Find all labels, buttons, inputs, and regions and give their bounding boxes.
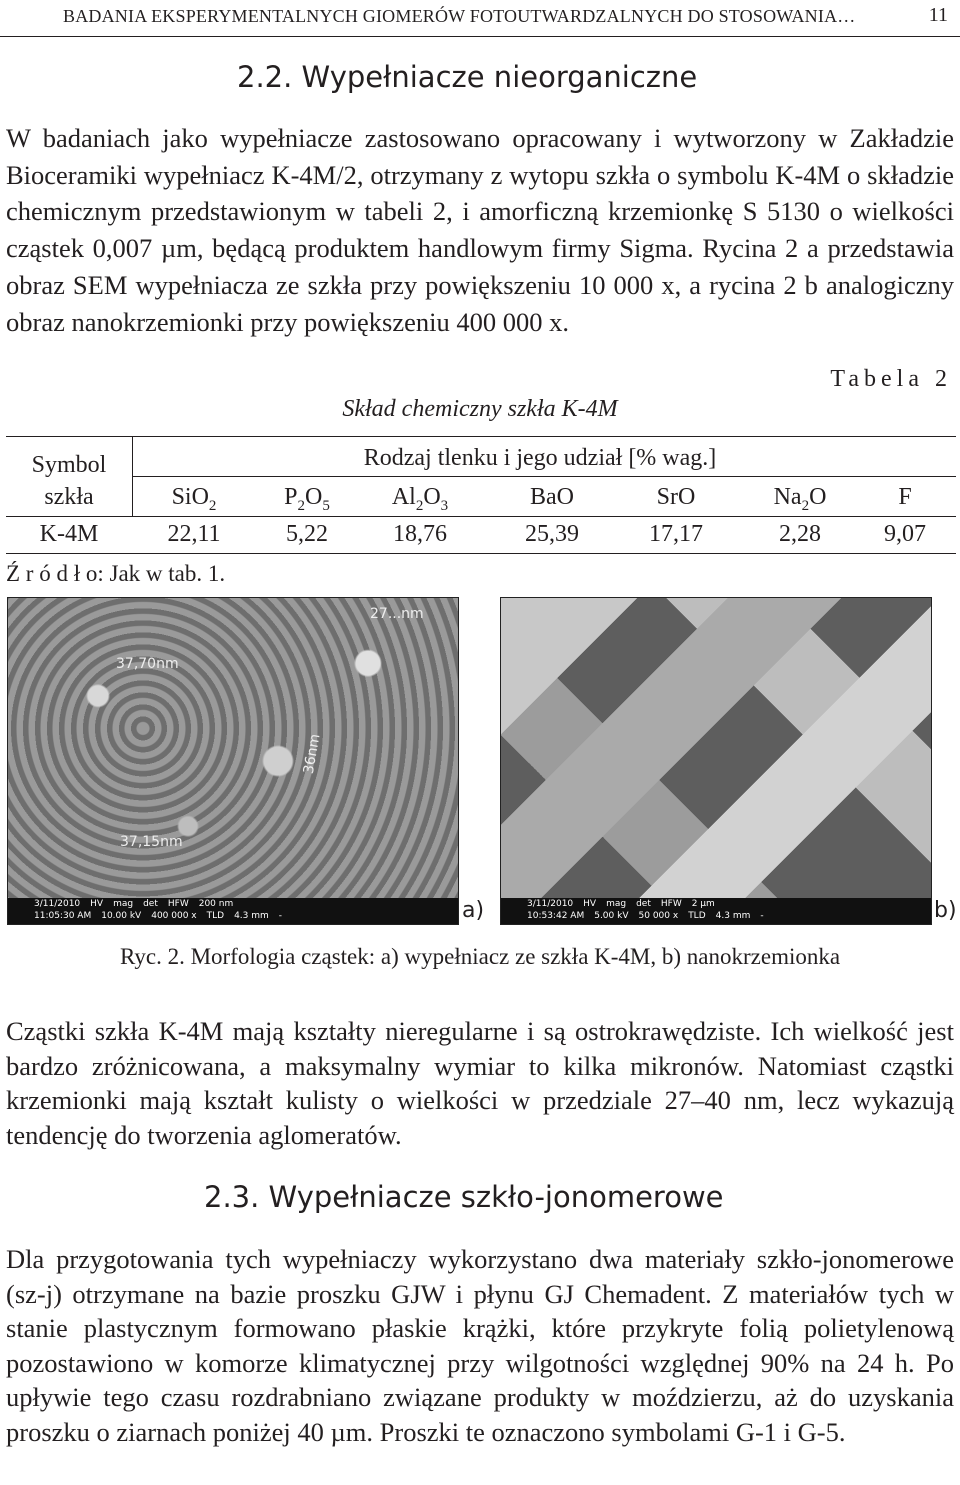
sem-a-bar-label: det — [143, 899, 158, 909]
table-cell: 25,39 — [525, 521, 579, 547]
section-heading-2-3: 2.3. Wypełniacze szkło-jonomerowe — [204, 1180, 724, 1214]
sem-b-bar-label: HFW — [660, 899, 682, 909]
section-heading-2-2: 2.2. Wypełniacze nieorganiczne — [237, 60, 698, 94]
sem-b-bar-label: 2 µm — [691, 899, 715, 909]
table-header-symbol: Symbol — [31, 452, 107, 478]
table-column-header: $Al_2O_3$ — [391, 484, 449, 514]
table-cell: 5,22 — [286, 521, 328, 547]
table-cell: 9,07 — [884, 521, 926, 547]
sem-a-bar-value: - — [278, 911, 283, 921]
morphology-paragraph: Cząstki szkła K-4M mają kształty nieregularne i są ostrokrawędziste. Ich wielkość jest bardzo zróżnicowana, a maksymalny wymiar to kilka mikronów. Natomiast cząstki krzemionki mają kształt kulisty o wielkości w przedziale 27–40 nm, lecz wykazują tendencję do tworzenia aglomeratów. — [6, 1016, 954, 1150]
sem-image-nanosilica — [500, 597, 932, 925]
section-2-2-paragraph: W badaniach jako wypełniacze zastosowano opracowany i wytworzony w Zakładzie Bioceramiki wypełniacz K-4M/2, otrzymany z wytopu szkła o symbolu K-4M o składzie chemicznym przedstawionym w tabeli 2, i amorficzną krzemionkę S 5130 o wielkości cząstek 0,007 µm, będącą produktem handlowym firmy Sigma. Rycina 2 a przedstawia obraz SEM wypełniacza ze szkła przy powiększeniu 10 000 x, a rycina 2 b analogiczny obraz nanokrzemionki przy powiększeniu 400 000 x. — [6, 123, 954, 337]
sem-b-bar-value: - — [760, 911, 764, 921]
sem-a-scale-label: 37,15nm — [120, 834, 183, 850]
sem-a-bar-value: 400 000 x — [151, 911, 197, 921]
running-title: BADANIA EKSPERYMENTALNYCH GIOMERÓW FOTOUTWARDZALNYCH DO STOSOWANIA… — [63, 6, 856, 26]
sem-b-bar-value: 50 000 x — [638, 911, 679, 921]
sem-a-scale-label: 36nm — [300, 732, 324, 776]
table-source: Ź r ó d ł o: Jak w tab. 1. — [6, 561, 226, 586]
sem-b-bar-value: 10:53:42 AM — [527, 911, 585, 921]
sem-b-bar-label: mag — [606, 899, 627, 909]
sem-a-bar-label: mag — [113, 899, 134, 909]
table-cell: 2,28 — [779, 521, 821, 547]
sem-b-bar-value: TLD — [688, 911, 706, 921]
sem-a-bar-value: 10.00 kV — [101, 911, 142, 921]
table-column-header: BaO — [530, 484, 574, 510]
table-column-header: SrO — [656, 484, 696, 510]
sem-a-scale-label: 27...nm — [370, 606, 424, 622]
section-2-3-paragraph: Dla przygotowania tych wypełniaczy wykorzystano dwa materiały szkło-jonomerowe (sz-j) otrzymane na bazie proszku GJW i płynu GJ Chemadent. Z materiałów tych w stanie plastycznym formowano płaskie krążki, które przykryte folią polietylenową pozostawiono w komorze klimatycznej przy wilgotności względnej 90% na 24 h. Po upływie tego czasu rozdrabniano związane produkty w moździerzu, aż do uzyskania proszku o ziarnach poniżej 40 µm. Proszki te oznaczono symbolami G-1 i G-5. — [6, 1244, 954, 1447]
sem-a-scale-label: 37,70nm — [116, 656, 179, 672]
table-rule-subheader — [132, 476, 956, 477]
figure-caption: Ryc. 2. Morfologia cząstek: a) wypełniacz ze szkła K-4M, b) nanokrzemionka — [119, 944, 841, 969]
table-rule-vertical — [132, 436, 133, 516]
sem-image-glass-filler — [7, 597, 459, 925]
sem-b-bar-value: 4.3 mm — [715, 911, 751, 921]
table-column-header: F — [898, 484, 912, 510]
sem-a-bar-label: HV — [90, 899, 104, 909]
table-column-header: $Na_2O$ — [773, 484, 827, 514]
table-rule-top — [6, 436, 956, 437]
sem-a-bar-value: 11:05:30 AM — [34, 911, 92, 921]
sem-a-bar-label: HFW — [167, 899, 189, 909]
sem-a-bar-label: 200 nm — [198, 899, 234, 909]
sem-a-info-bar — [8, 898, 458, 924]
table-group-header: Rodzaj tlenku i jego udział [% wag.] — [363, 445, 717, 471]
table-title: Skład chemiczny szkła K-4M — [342, 396, 618, 422]
sem-a-bar-value: 4.3 mm — [234, 911, 269, 921]
sem-a-bar-value: TLD — [206, 911, 225, 921]
sem-a-tag: a) — [462, 898, 485, 923]
table-rule-mid — [6, 516, 956, 517]
sem-a-bar-label: 3/11/2010 — [34, 899, 81, 909]
sem-b-bar-value: 5.00 kV — [594, 911, 629, 921]
sem-b-bar-label: 3/11/2010 — [527, 899, 574, 909]
table-column-header: SiO$_2$ — [171, 484, 217, 514]
table-column-header: $P_2O_5$ — [284, 484, 330, 514]
table-label: Tabela 2 — [830, 366, 952, 392]
table-cell: 17,17 — [649, 521, 703, 547]
page-number: 11 — [928, 4, 948, 26]
table-rule-bottom — [6, 553, 956, 554]
table-cell: 18,76 — [393, 521, 447, 547]
sem-b-bar-label: HV — [583, 899, 597, 909]
table-cell: 22,11 — [167, 521, 221, 547]
sem-b-bar-label: det — [636, 899, 651, 909]
table-header-glass: szkła — [44, 484, 94, 510]
sem-b-tag: b) — [934, 898, 957, 923]
running-header — [0, 0, 960, 37]
sem-b-info-bar — [501, 898, 931, 924]
table-row-symbol: K-4M — [39, 521, 99, 547]
